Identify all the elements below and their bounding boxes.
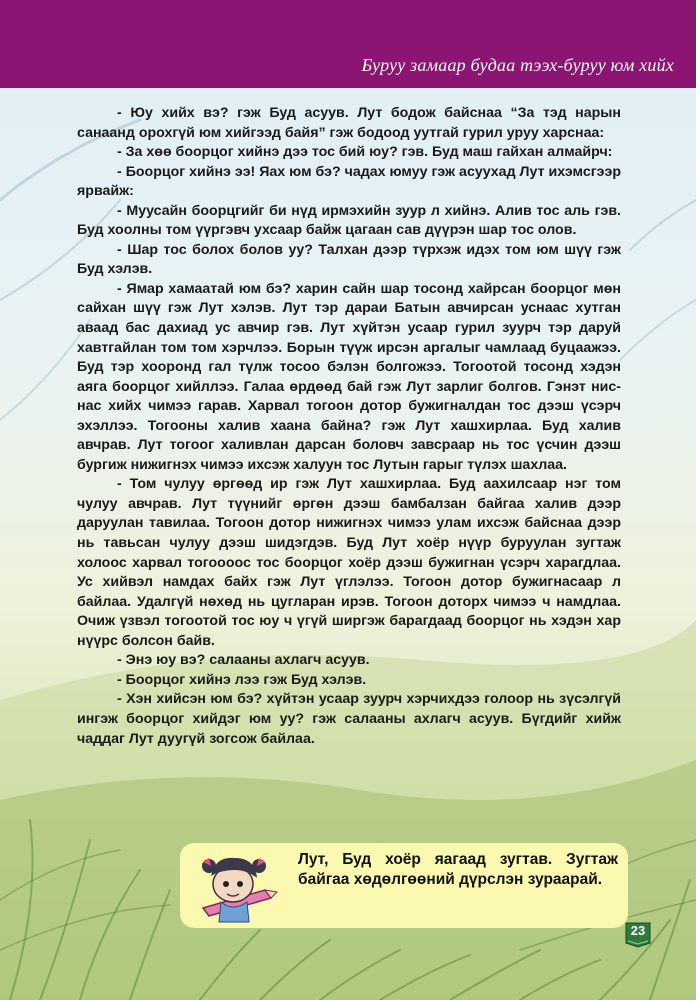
paragraph: - Боорцог хийнэ ээ! Яах юм бэ? чадах юмуу гэж асуухад Лут ихэмсгээр ярвайж:: [77, 163, 621, 200]
paragraph: - Юу хийх вэ? гэж Буд асуув. Лут бодож байснаа “За тэд нарын санаанд орохгүй юм хийгээд байя” гэж бодоод уутгай гурил уруу харснаа:: [77, 105, 621, 141]
page-number: 23: [630, 923, 646, 938]
paragraph: - Муусайн боорцгийг би нүд ирмэхийн зуур л хийнэ. Алив тос аль гэв. Буд хоолны том үүргэвч ухсаар байж цагаан сав дүүрэн шар тос олов.: [77, 202, 621, 239]
paragraph: - Том чулуу өргөөд ир гэж Лут хашхирлаа. Буд аахилсаар нэг том чулуу авчрав. Лут түүнийг өргөн дээш бамбалзан байгаа халив дээр даруулан тавилаа. Тогоон дотор нижигнэх чимээ улам ихсэж байснаа дээр нь тавьсан чулуу дээш шидэгдэв. Буд Лут хоёр нүүр буруулан зугтаж холоос харвал тогоооос тос боорцог хоёр дээш бужигнан үсэрч харагдлаа. Ус хийвэл намдах байх гэж Лут үглэлээ. Тогоон дотор бужигнасаар л байлаа. Удалгүй нөхөд нь цугларан ирэв. Тогоон доторх чимээ ч намдлаа. Очиж үзвэл тогоотой тос юу ч үгүй ширгэж барагдаад боорцог нь хэдэн хар нүүрс болсон байв.: [77, 476, 621, 649]
chapter-header: [0, 0, 696, 88]
story-text: [77, 104, 621, 749]
paragraph: - Боорцог хийнэ лээ гэж Буд хэлэв.: [117, 671, 367, 688]
girl-with-pencil-icon: [195, 848, 280, 926]
paragraph: - Энэ юу вэ? салааны ахлагч асуув.: [117, 652, 370, 669]
chapter-title: Буруу замаар будаа тээх-буруу юм хийх: [361, 55, 674, 75]
paragraph: - Ямар хамаатай юм бэ? харин сайн шар тосонд хайрсан боорцог мөн сайхан шүү гэж Лут хэлэв. Лут тэр дараи Батын авчирсан уснаас хутган аваад бас дахиад ус авчир гэв. Лут хүйтэн усаар гурил зуурч тэр даруй хавтгайлан том том хэрчлээ. Борын түүж ирсэн аргалыг чамлаад буцаажээ. Буд тэр хооронд гал түлж тосоо бэлэн болгожээ. Тогоотой тосонд хэдэн аяга боорцог хийллээ. Галаа өрдөөд бай гэж Лут зарлиг болгов. Гэнэт нис-нас хийх чимээ гарав. Харвал тогоон дотор бужигналдан тос дээш үсэрч эхэллээ. Тогооны халив хаана байна? гэж Лут хашхирлаа. Буд халив авчрав. Лут тогоог халивлан дарсан боловч завсраар нь тос үсчин дээш бургиж нижигнэх чимээ ихсэж халуун тос Лутын гарыг түлэх шахлаа.: [77, 280, 621, 473]
paragraph: - За хөө боорцог хийнэ дээ тос бий юу? гэв. Буд маш гайхан алмайрч:: [117, 144, 613, 161]
paragraph: - Шар тос болох болов уу? Талхан дээр түрхэж идэх том юм шүү гэж Буд хэлэв.: [77, 241, 621, 278]
task-instruction: Лут, Буд хоёр яагаад зугтав. Зугтаж байгаа хөдөлгөөний дүрслэн зураарай.: [298, 851, 618, 888]
page-number-badge: [624, 919, 652, 949]
paragraph: - Хэн хийсэн юм бэ? хүйтэн усаар зуурч хэрчихдээ голоор нь зүсэлгүй ингэж боорцог хийдэг юм уу? гэж салааны ахлагч асуув. Бүгдийг хийж чаддаг Лут дуугүй зогсож байлаа.: [77, 691, 621, 747]
